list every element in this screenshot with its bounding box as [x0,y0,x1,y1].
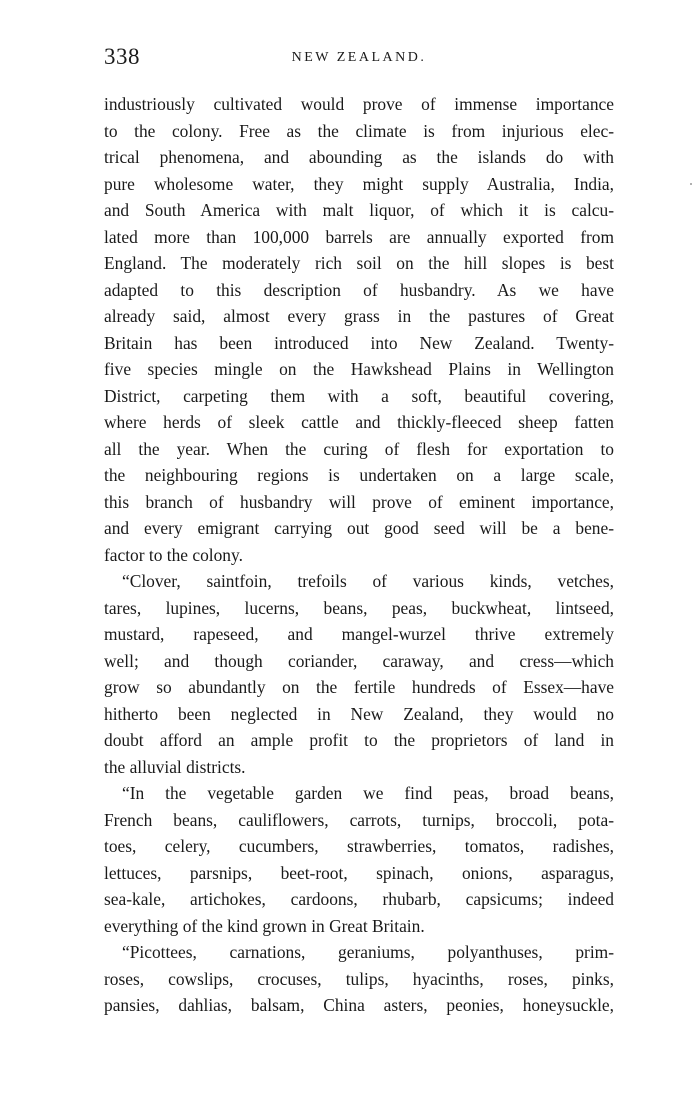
text-line: tares, lupines, lucerns, beans, peas, buckwheat, lintseed, [104,597,614,618]
text-line: Britain has been introduced into New Zealand. Twenty- [104,332,614,353]
page-number: 338 [104,44,140,69]
text-line: lated more than 100,000 barrels are annually exported from [104,226,614,247]
text-line: already said, almost every grass in the pastures of Great [104,306,614,326]
paragraph-last-line: everything of the kind grown in Great Britain. [104,915,425,936]
text-line: sea-kale, artichokes, cardoons, rhubarb, capsicums; indeed [104,889,614,909]
text-line: grow so abundantly on the fertile hundreds of Essex—have [104,677,614,697]
text-line: adapted to this description of husbandry. As we have [104,279,614,300]
text-line: hitherto been neglected in New Zealand, they would no [104,703,614,724]
text-line: this branch of husbandry will prove of eminent importance, [104,491,614,512]
text-line: and every emigrant carrying out good seed will be a bene- [104,518,614,538]
text-line: lettuces, parsnips, beet-root, spinach, onions, asparagus, [104,862,614,883]
text-line: toes, celery, cucumbers, strawberries, tomatos, radishes, [104,836,614,856]
text-line: the neighbouring regions is undertaken on a large scale, [104,465,614,485]
running-head [104,44,614,76]
text-line: mustard, rapeseed, and mangel-wurzel thrive extremely [104,624,614,644]
paragraph-first-line: “In the vegetable garden we find peas, broad beans, [122,783,614,803]
text-line: to the colony. Free as the climate is from injurious elec- [104,120,614,141]
margin-speck [690,183,692,185]
text-line: and South America with malt liquor, of which it is calcu- [104,200,614,220]
text-line: pansies, dahlias, balsam, China asters, peonies, honeysuckle, [104,995,614,1015]
text-line: five species mingle on the Hawkshead Plains in Wellington [104,359,614,379]
paragraph-last-line: factor to the colony. [104,544,243,565]
text-line: French beans, cauliflowers, carrots, turnips, broccoli, pota- [104,809,614,830]
text-line: industriously cultivated would prove of immense importance [104,94,614,114]
text-line: pure wholesome water, they might supply Australia, India, [104,173,614,194]
body-text [104,91,614,1019]
text-line: roses, cowslips, crocuses, tulips, hyacinths, roses, pinks, [104,968,614,989]
text-line: doubt afford an ample profit to the proprietors of land in [104,730,614,750]
text-line: England. The moderately rich soil on the hill slopes is best [104,253,614,273]
paragraph-first-line: “Picottees, carnations, geraniums, polyanthuses, prim- [122,942,614,962]
paragraph-first-line: “Clover, saintfoin, trefoils of various kinds, vetches, [122,571,614,591]
running-title: NEW ZEALAND. [291,50,427,65]
text-line: District, carpeting them with a soft, beautiful covering, [104,385,614,406]
paragraph-last-line: the alluvial districts. [104,756,246,777]
text-line: where herds of sleek cattle and thickly-fleeced sheep fatten [104,412,614,432]
text-line: well; and though coriander, caraway, and cress—which [104,650,614,671]
text-line: trical phenomena, and abounding as the islands do with [104,147,614,167]
text-line: all the year. When the curing of flesh for exportation to [104,438,614,459]
